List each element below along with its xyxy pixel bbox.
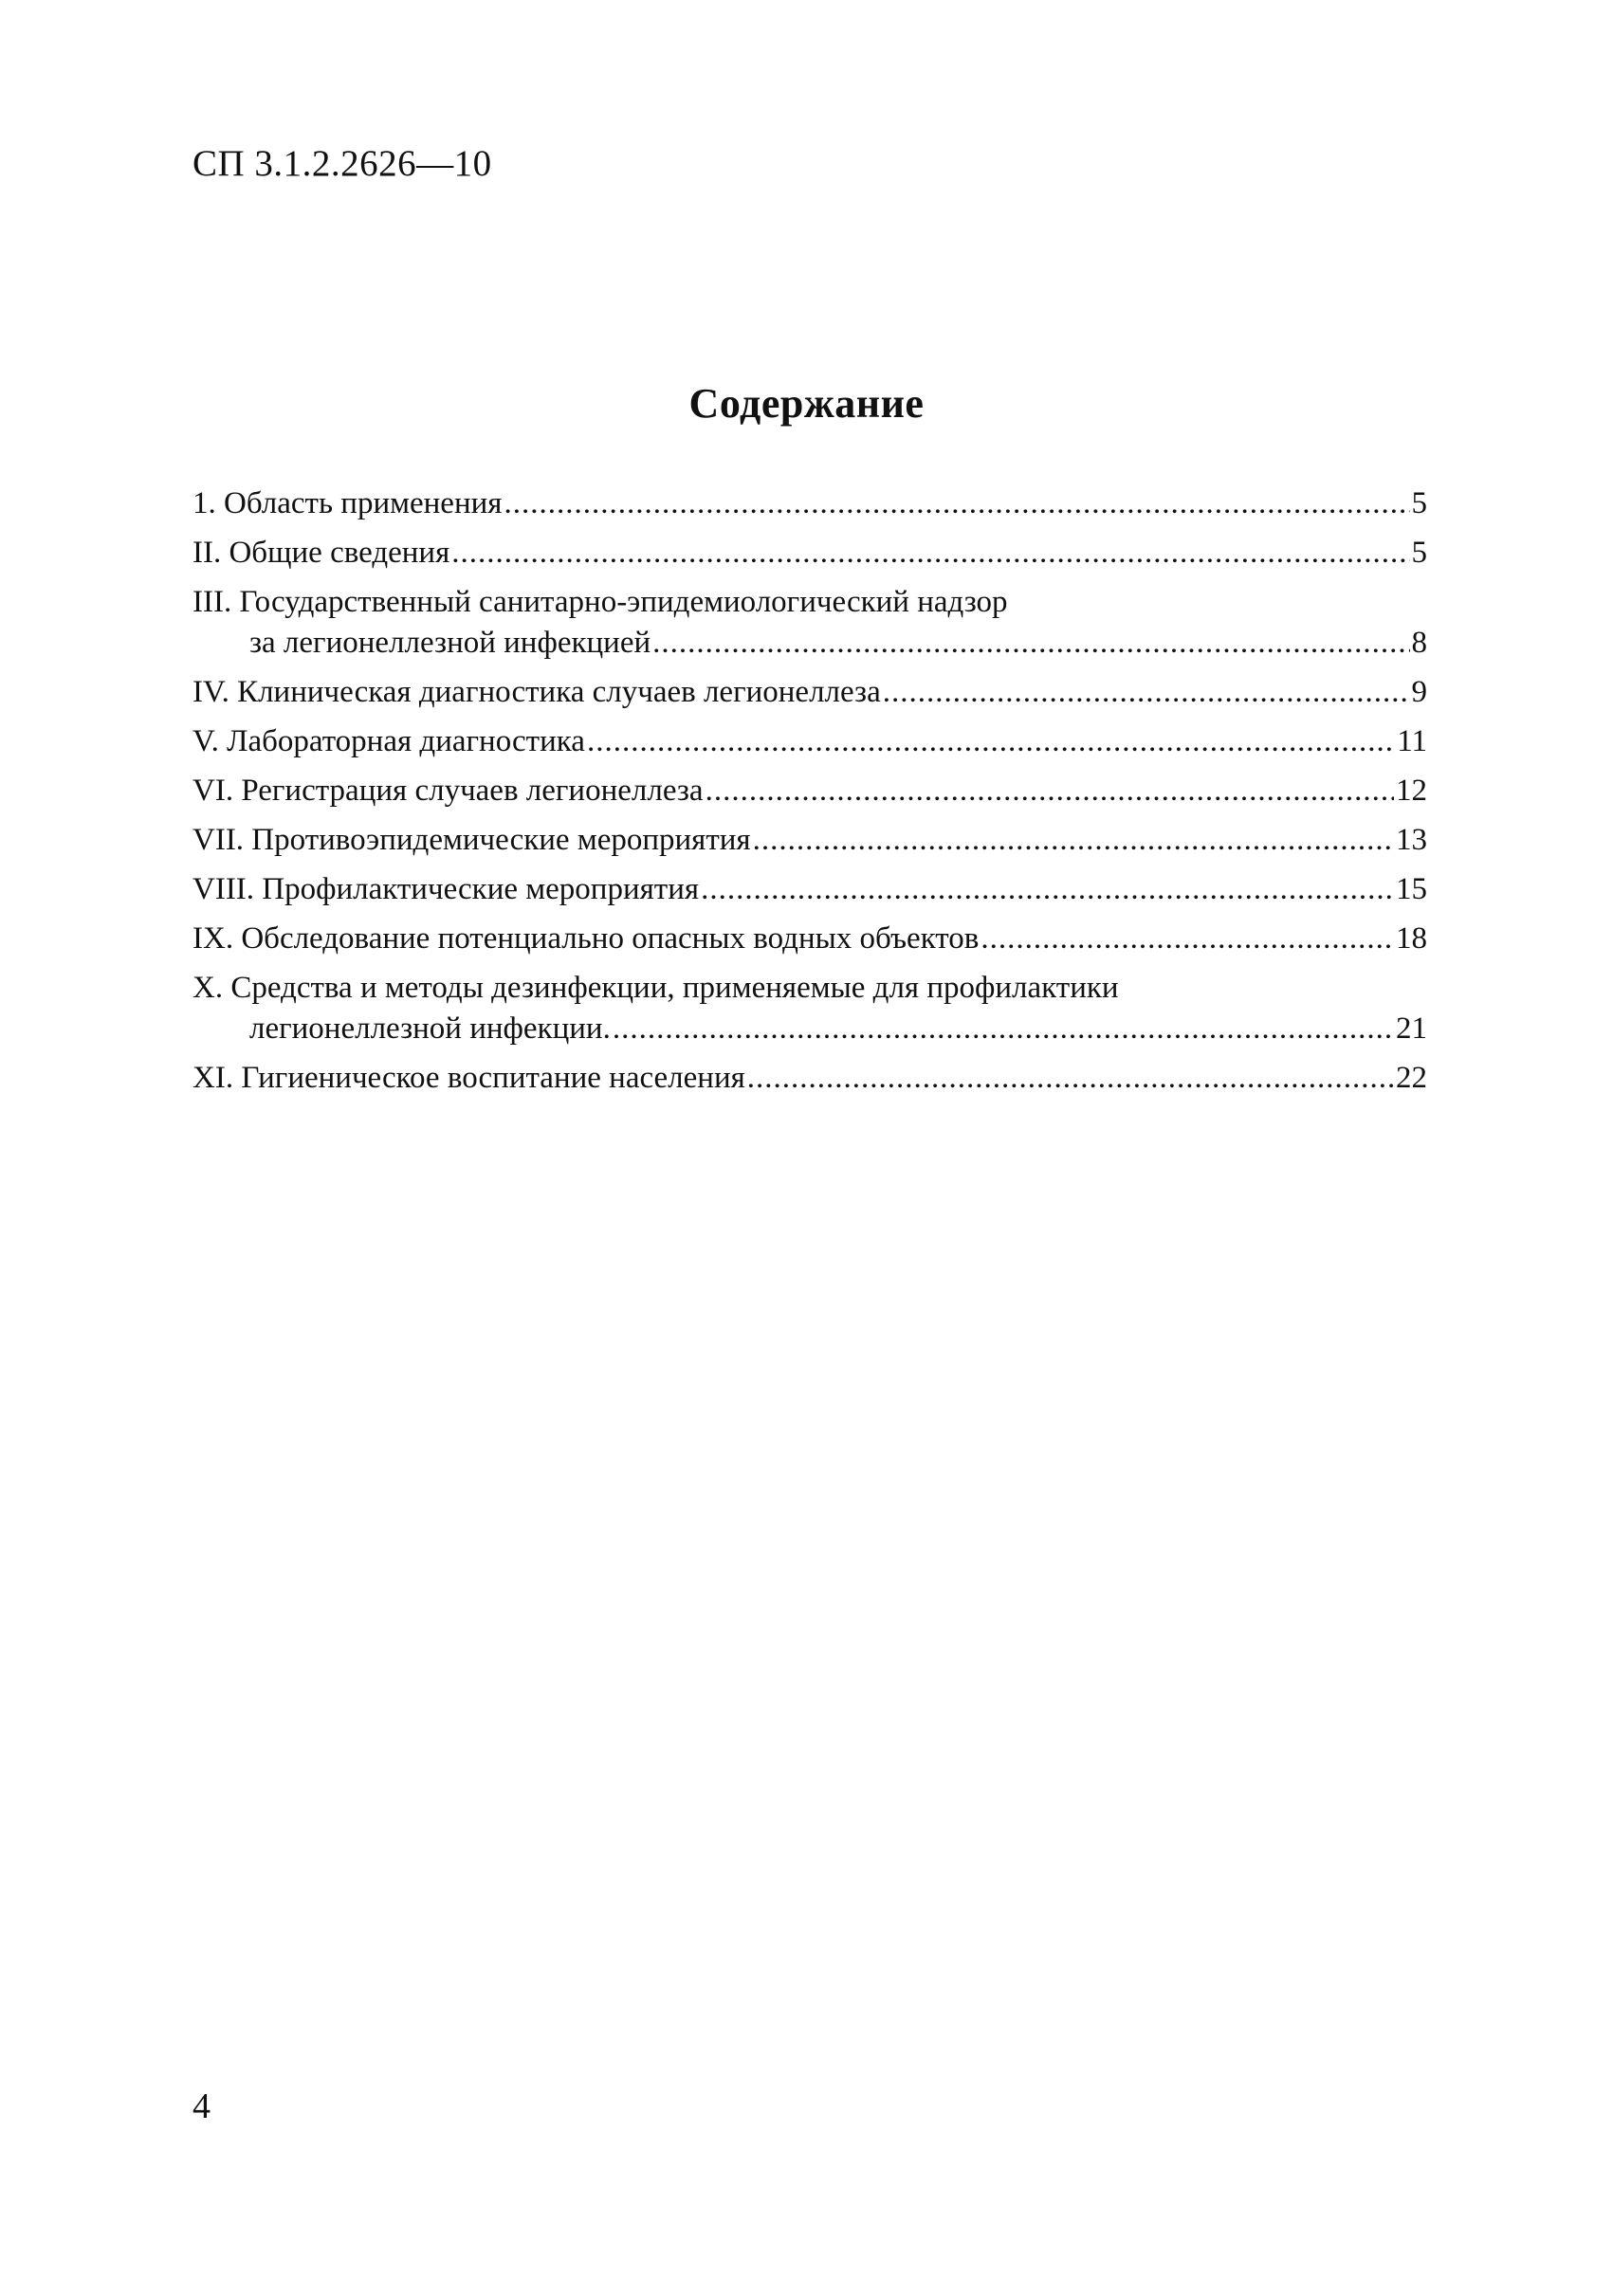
document-code: СП 3.1.2.2626—10 — [192, 143, 492, 184]
toc-entry-8 — [192, 869, 1427, 910]
toc-title: Содержание — [688, 380, 925, 427]
toc-leader-dots — [706, 771, 1394, 811]
toc-entry-6 — [192, 771, 1427, 811]
toc-entry-page: 12 — [1396, 774, 1427, 808]
toc-entry-page: 22 — [1396, 1061, 1427, 1095]
toc-entry-text: 1. Область применения — [192, 486, 503, 520]
toc-entry-7 — [192, 820, 1427, 861]
toc-entry-text: III. Государственный санитарно-эпидемиологический надзор — [192, 585, 1008, 619]
toc-leader-dots — [981, 919, 1394, 959]
toc-entry-page: 21 — [1396, 1011, 1427, 1046]
toc-leader-dots — [701, 869, 1394, 910]
toc-entry-1 — [192, 483, 1427, 524]
toc-entry-text: VI. Регистрация случаев легионеллеза — [192, 774, 704, 808]
toc-entry-page: 8 — [1411, 626, 1427, 660]
toc-entry-3 — [192, 582, 1427, 664]
toc-entry-text: VIII. Профилактические мероприятия — [192, 872, 700, 906]
toc-entry-5 — [192, 721, 1427, 762]
toc-entry-10 — [192, 968, 1427, 1049]
toc-entry-text: II. Общие сведения — [192, 536, 450, 570]
toc-entry-text: IX. Обследование потенциально опасных водных объектов — [192, 921, 980, 956]
table-of-contents — [192, 483, 1427, 1107]
toc-leader-dots — [613, 1009, 1394, 1049]
toc-entry-2 — [192, 533, 1427, 574]
toc-entry-page: 5 — [1411, 486, 1427, 520]
toc-entry-9 — [192, 919, 1427, 959]
toc-entry-page: 9 — [1411, 675, 1427, 709]
toc-entry-page: 13 — [1396, 823, 1427, 857]
toc-entry-page: 5 — [1411, 536, 1427, 570]
toc-entry-11 — [192, 1058, 1427, 1099]
toc-entry-text: X. Средства и методы дезинфекции, применяемые для профилактики — [192, 971, 1119, 1005]
toc-entry-continuation: за легионеллезной инфекцией — [249, 626, 651, 660]
toc-leader-dots — [747, 1058, 1394, 1099]
toc-leader-dots — [883, 672, 1410, 713]
toc-leader-dots — [504, 483, 1409, 524]
page-number: 4 — [192, 2086, 211, 2126]
toc-entry-4 — [192, 672, 1427, 713]
toc-entry-text: VII. Противоэпидемические мероприятия — [192, 823, 751, 857]
toc-entry-text: V. Лабораторная диагностика — [192, 724, 585, 758]
toc-leader-dots — [451, 533, 1409, 574]
toc-entry-page: 18 — [1396, 921, 1427, 956]
toc-entry-page: 11 — [1397, 724, 1427, 758]
toc-leader-dots — [753, 820, 1394, 861]
toc-leader-dots — [652, 623, 1409, 664]
toc-entry-text: IV. Клиническая диагностика случаев легионеллеза — [192, 675, 881, 709]
toc-entry-continuation: легионеллезной инфекции. — [249, 1011, 611, 1046]
toc-leader-dots — [587, 721, 1395, 762]
toc-entry-page: 15 — [1396, 872, 1427, 906]
toc-entry-text: XI. Гигиеническое воспитание населения — [192, 1061, 745, 1095]
